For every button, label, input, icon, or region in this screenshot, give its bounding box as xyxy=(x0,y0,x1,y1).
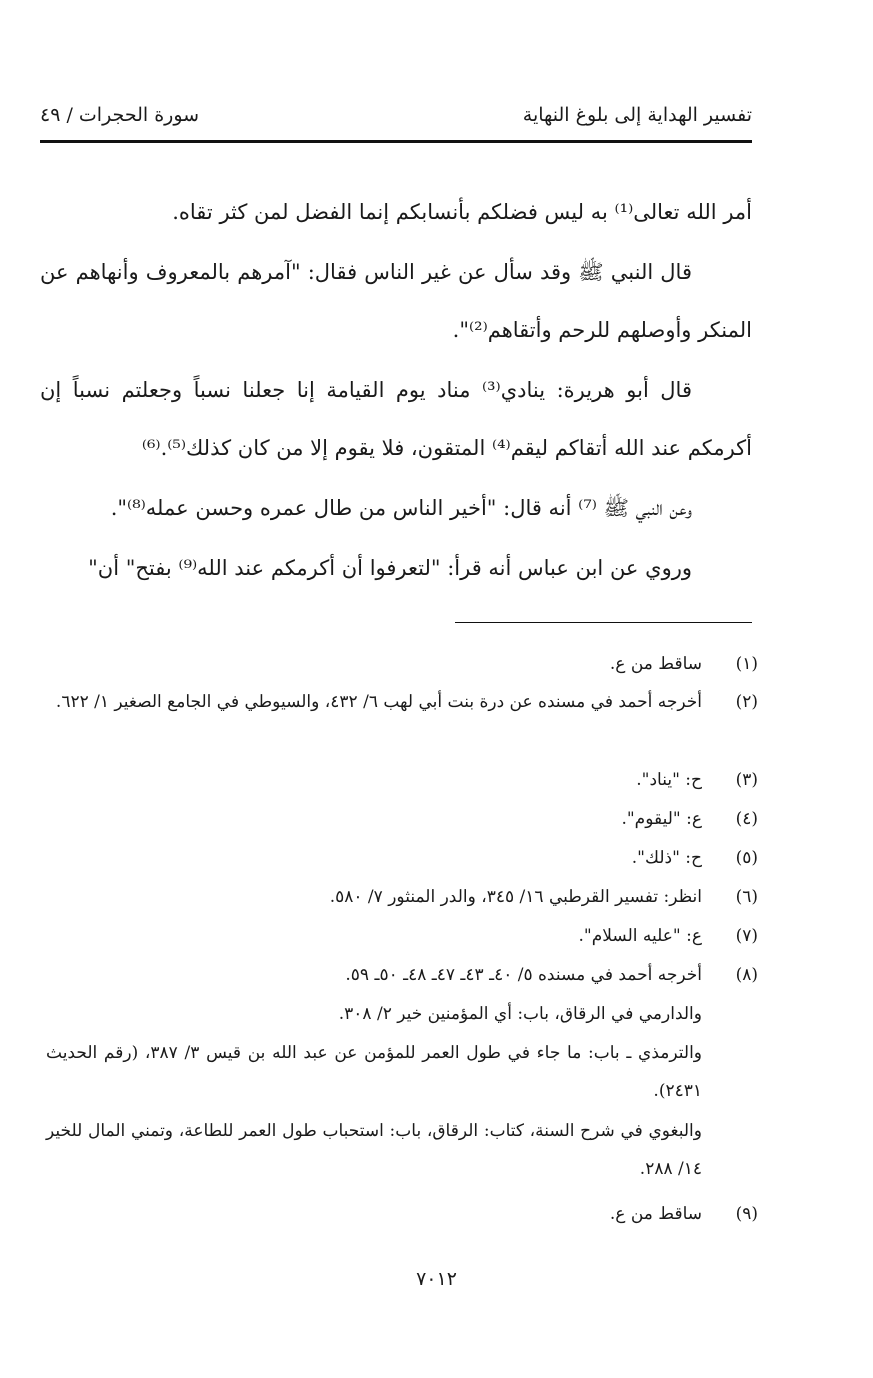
footnote-text: أخرجه أحمد في مسنده ٥/ ٤٠ـ ٤٣ـ ٤٧ـ ٤٨ـ ٥٠ـ ٥٩. xyxy=(345,965,702,985)
footnote-6 xyxy=(46,878,758,916)
footnote-separator xyxy=(455,622,752,623)
footnote-number: (٨) xyxy=(735,965,758,985)
footnote-8-cont-3 xyxy=(46,1112,758,1188)
footnote-5 xyxy=(46,839,758,877)
footnote-text: ع: "ليقوم". xyxy=(621,809,702,829)
footnote-text: أخرجه أحمد في مسنده عن درة بنت أبي لهب ٦/ ٤٣٢، والسيوطي في الجامع الصغير ١/ ٦٢٢. xyxy=(55,692,702,712)
footnote-8-cont-1 xyxy=(46,995,758,1033)
footnote-3 xyxy=(46,761,758,799)
footnote-text: ساقط من ع. xyxy=(609,1204,702,1224)
footnote-number: (٤) xyxy=(735,809,758,829)
footnote-number: (٧) xyxy=(735,926,758,946)
footnote-7 xyxy=(46,917,758,955)
paragraph-5: وروي عن ابن عباس أنه قرأ: "لتعرفوا أن أكرمكم عند الله⁽⁹⁾ بفتح" أن" xyxy=(88,556,692,580)
book-title: تفسير الهداية إلى بلوغ النهاية xyxy=(522,104,752,126)
footnote-number: (٣) xyxy=(735,770,758,790)
footnote-8 xyxy=(46,956,758,994)
paragraph-3: قال أبو هريرة: ينادي⁽³⁾ مناد يوم القيامة إنا جعلنا نسباً وجعلتم نسباً إن أكرمكم عند الله أتقاكم ليقم⁽⁴⁾ المتقون، فلا يقوم إلا من كان كذلك⁽⁵⁾.⁽⁶⁾ xyxy=(40,378,752,460)
footnote-number: (١) xyxy=(735,654,758,674)
footnote-text: ح: "ذلك". xyxy=(631,848,702,868)
paragraph-2: قال النبي ﷺ وقد سأل عن غير الناس فقال: "آمرهم بالمعروف وأنهاهم عن المنكر وأوصلهم للرحم وأتقاهم⁽²⁾". xyxy=(40,260,752,342)
footnote-text: والدارمي في الرقاق، باب: أي المؤمنين خير ٢/ ٣٠٨. xyxy=(338,1004,702,1024)
paragraph-4: وعن النبي ﷺ ⁽⁷⁾ أنه قال: "أخير الناس من طال عمره وحسن عمله⁽⁸⁾". xyxy=(110,496,692,520)
footnote-9 xyxy=(46,1195,758,1233)
footnote-number: (٦) xyxy=(735,887,758,907)
footnote-4 xyxy=(46,800,758,838)
surah-label: سورة الحجرات / ٤٩ xyxy=(40,104,200,126)
footnote-text: ع: "عليه السلام". xyxy=(578,926,702,946)
running-header xyxy=(40,100,752,143)
footnote-text: والبغوي في شرح السنة، كتاب: الرقاق، باب: استحباب طول العمر للطاعة، وتمني المال للخير ١٤/ ٢٨٨. xyxy=(46,1121,702,1179)
footnote-number: (٩) xyxy=(735,1204,758,1224)
footnote-text: ح: "يناد". xyxy=(636,770,702,790)
footnote-text: والترمذي ـ باب: ما جاء في طول العمر للمؤمن عن عبد الله بن قيس ٣/ ٣٨٧، (رقم الحديث ٢٤٣١). xyxy=(46,1043,703,1101)
page-number: ٧٠١٢ xyxy=(416,1268,457,1290)
footnote-1 xyxy=(46,645,758,683)
footnote-number: (٢) xyxy=(735,692,758,712)
footnote-2 xyxy=(46,683,758,721)
footnote-8-cont-2 xyxy=(46,1034,758,1110)
footnote-text: انظر: تفسير القرطبي ١٦/ ٣٤٥، والدر المنثور ٧/ ٥٨٠. xyxy=(329,887,702,907)
footnote-number: (٥) xyxy=(735,848,758,868)
paragraph-1: أمر الله تعالى⁽¹⁾ به ليس فضلكم بأنسابكم إنما الفضل لمن كثر تقاه. xyxy=(172,200,752,224)
footnote-text: ساقط من ع. xyxy=(609,654,702,674)
